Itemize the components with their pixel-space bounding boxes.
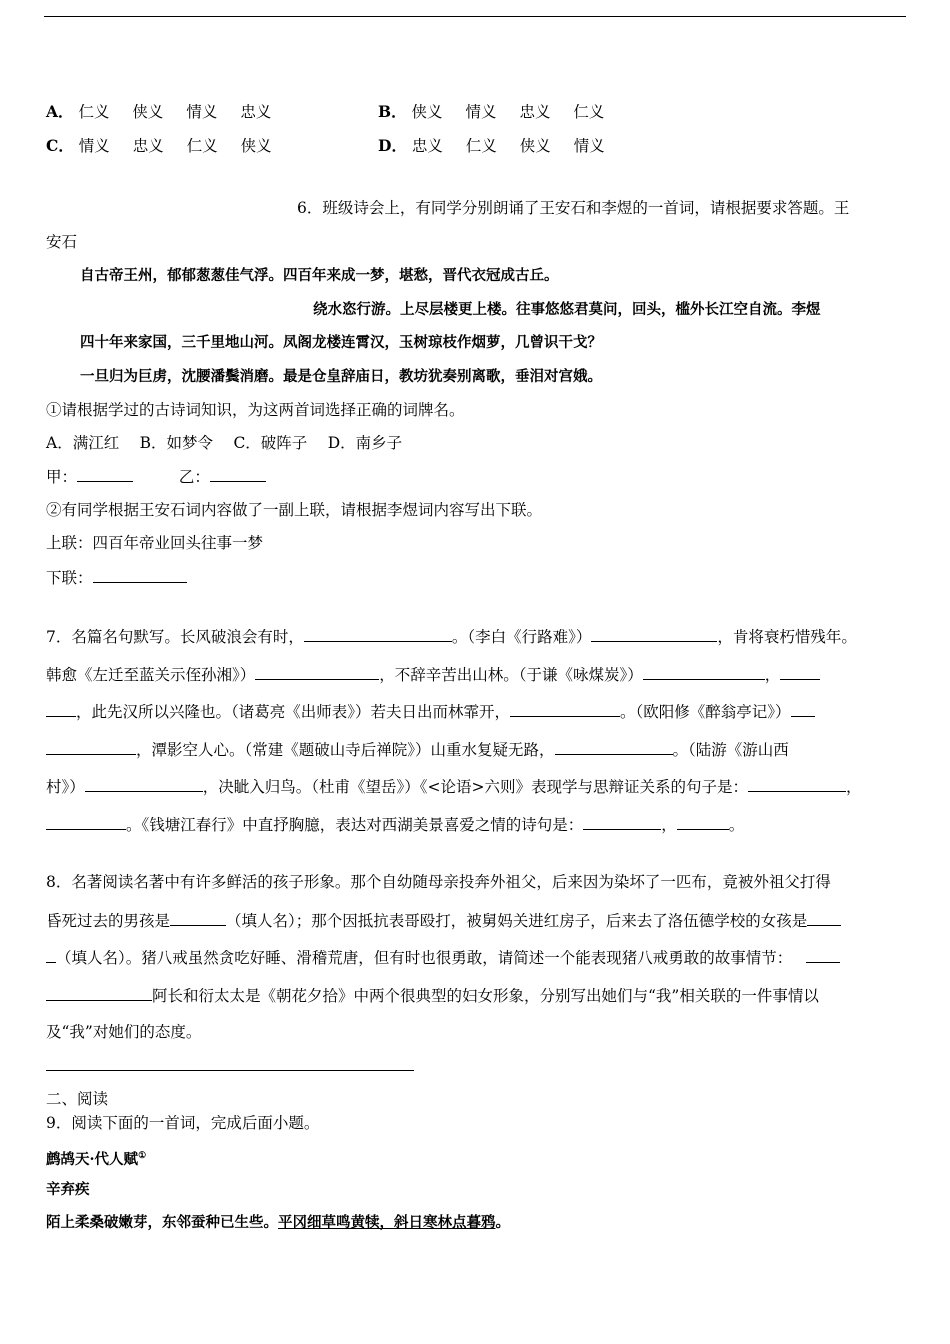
q7-line4 — [46, 739, 789, 760]
q7-text: 。《钱塘江春行》中直抒胸臆，表达对西湖美景喜爱之情的诗句是： — [126, 816, 584, 834]
q8-line2 — [46, 910, 841, 931]
q7-line2 — [46, 664, 820, 685]
q7-blank[interactable] — [555, 739, 673, 755]
answer-line[interactable] — [46, 1070, 414, 1071]
section-title: 二、阅读 — [46, 1090, 109, 1108]
q7-line3 — [46, 701, 815, 722]
q7-line6 — [46, 814, 744, 835]
poem2-line1: 四十年来家国，三千里地山河。凤阁龙楼连霄汉，玉树琼枝作烟萝，几曾识干戈？ — [80, 334, 602, 351]
option-word: 情义 — [186, 103, 218, 121]
option-letter: C． — [46, 136, 74, 155]
q7-text: ， — [661, 816, 677, 834]
q6-choices: A．满江红 B．如梦令 C．破阵子 D．南乡子 — [46, 434, 403, 452]
q7-text: 。 — [728, 816, 745, 834]
q7-blank[interactable] — [46, 701, 76, 717]
shanglian: 上联：四百年帝业回头往事一梦 — [46, 534, 264, 552]
q8-text: （填人名）；那个因抵抗表哥殴打，被舅妈关进红房子，后来去了洛伍德学校的女孩是 — [226, 912, 808, 930]
q7-text: 村》） — [46, 778, 85, 796]
poem1-line1: 自古帝王州，郁郁葱葱佳气浮。四百年来成一梦，堪愁，晋代衣冠成古丘。 — [80, 267, 559, 284]
q6-intro: 6．班级诗会上，有同学分别朗诵了王安石和李煜的一首词，请根据要求答题。王 — [297, 199, 850, 217]
q7-blank[interactable] — [677, 814, 729, 830]
q8-blank[interactable] — [806, 947, 840, 963]
option-word: 仁义 — [573, 103, 605, 121]
q8-line1: 8．名著阅读名著中有许多鲜活的孩子形象。那个自幼随母亲投奔外祖父，后来因为染坏了一匹布，竟被外祖父打得 — [46, 873, 831, 891]
option-word: 忠义 — [411, 137, 443, 155]
poem-author: 辛弃疾 — [46, 1181, 90, 1198]
poem-line1 — [46, 1213, 510, 1233]
option-word: 忠义 — [519, 103, 551, 121]
q8-line3 — [46, 947, 840, 968]
q7-text: 。（陆游《游山西 — [672, 741, 789, 759]
q7-text: ， — [764, 666, 781, 684]
q7-text: 。（欧阳修《醉翁亭记》） — [620, 703, 791, 721]
footnote-marker: ① — [138, 1151, 147, 1161]
q6-intro-cont: 安石 — [46, 233, 78, 251]
q7-text: ，决眦入归鸟。（杜甫《望岳》）《<论语>六则》表现学与思辩证关系的句子是： — [202, 778, 748, 796]
q7-text: ， — [846, 778, 862, 796]
q7-blank[interactable] — [583, 814, 661, 830]
option-word: 仁义 — [78, 103, 110, 121]
q8-blank[interactable] — [170, 910, 226, 926]
poem1-line2: 绕水恣行游。上尽层楼更上楼。往事悠悠君莫问，回头，槛外长江空自流。李煜 — [313, 301, 821, 318]
q8-blank[interactable] — [46, 947, 56, 963]
option-word: 仁义 — [465, 137, 497, 155]
q6-answer-row — [46, 466, 266, 487]
q7-blank[interactable] — [748, 776, 846, 792]
q7-text: ，不辞辛苦出山林。（于谦《咏煤炭》） — [379, 666, 643, 684]
yi-label: 乙： — [178, 468, 210, 486]
jia-label: 甲： — [46, 468, 78, 486]
option-a[interactable] — [46, 102, 289, 122]
q7-blank[interactable] — [791, 701, 815, 717]
top-rule — [44, 16, 906, 17]
q8-text: 昏死过去的男孩是 — [46, 912, 171, 930]
xialian-label: 下联： — [46, 569, 93, 587]
q9-prompt: 9．阅读下面的一首词，完成后面小题。 — [46, 1114, 320, 1132]
q8-line4 — [46, 985, 819, 1006]
option-letter: D． — [378, 136, 407, 155]
q7-text: ，肯将衰朽惜残年。 — [717, 628, 857, 646]
q8-blank[interactable] — [46, 985, 152, 1001]
option-letter: B． — [378, 102, 407, 121]
q7-blank[interactable] — [304, 626, 452, 642]
xialian-blank[interactable] — [93, 567, 187, 583]
option-word: 侠义 — [519, 137, 551, 155]
q7-blank[interactable] — [46, 814, 126, 830]
option-d[interactable] — [378, 136, 623, 156]
q8-line5: 及“我”对她们的态度。 — [46, 1023, 202, 1041]
q7-blank[interactable] — [85, 776, 203, 792]
q7-blank[interactable] — [46, 739, 136, 755]
q7-blank[interactable] — [643, 664, 765, 680]
option-word: 忠义 — [240, 103, 272, 121]
q8-blank[interactable] — [807, 910, 841, 926]
q7-blank[interactable] — [255, 664, 379, 680]
option-word: 忠义 — [132, 137, 164, 155]
q8-text: （填人名）。猪八戒虽然贪吃好睡、滑稽荒唐，但有时也很勇敢，请简述一个能表现猪八戒勇敢的故事情节： — [56, 949, 793, 967]
xialian-row — [46, 567, 187, 588]
option-word: 仁义 — [186, 137, 218, 155]
q7-line1 — [46, 626, 857, 647]
option-word: 侠义 — [411, 103, 443, 121]
option-letter: A． — [46, 102, 74, 121]
q7-text: ，潭影空人心。（常建《题破山寺后禅院》）山重水复疑无路， — [136, 741, 555, 759]
q7-text: 韩愈《左迁至蓝关示侄孙湘》） — [46, 666, 256, 684]
q7-text: 7．名篇名句默写。长风破浪会有时， — [46, 628, 304, 646]
q7-blank[interactable] — [510, 701, 620, 717]
poem-text: 陌上柔桑破嫩芽，东邻蚕种已生些。 — [46, 1214, 278, 1231]
poem-underlined-text: 平冈细草鸣黄犊，斜日寒林点暮鸦 — [278, 1214, 496, 1231]
option-word: 侠义 — [240, 137, 272, 155]
option-c[interactable] — [46, 136, 290, 156]
q8-text: 阿长和衍太太是《朝花夕拾》中两个很典型的妇女形象，分别写出她们与“我”相关联的一件事情以 — [152, 987, 819, 1005]
q7-blank[interactable] — [591, 626, 717, 642]
q7-line5 — [46, 776, 862, 797]
option-word: 侠义 — [132, 103, 164, 121]
q7-text: 。（李白《行路难》） — [451, 628, 592, 646]
yi-blank[interactable] — [210, 466, 266, 482]
q6-sub2: ②有同学根据王安石词内容做了一副上联，请根据李煜词内容写出下联。 — [46, 501, 543, 519]
option-word: 情义 — [573, 137, 605, 155]
option-word: 情义 — [465, 103, 497, 121]
poem-title — [46, 1146, 146, 1170]
q7-blank[interactable] — [780, 664, 820, 680]
q6-sub1: ①请根据学过的古诗词知识，为这两首词选择正确的词牌名。 — [46, 401, 465, 419]
jia-blank[interactable] — [77, 466, 133, 482]
option-word: 情义 — [78, 137, 110, 155]
poem2-line2: 一旦归为巨虏，沈腰潘鬓消磨。最是仓皇辞庙日，教坊犹奏别离歌，垂泪对宫娥。 — [80, 368, 602, 385]
poem-text: 。 — [495, 1214, 510, 1231]
option-b[interactable] — [378, 102, 622, 122]
q7-text: ，此先汉所以兴隆也。（诸葛亮《出师表》）若夫日出而林霏开， — [76, 703, 511, 721]
poem-title-text: 鹧鸪天·代人赋 — [46, 1150, 139, 1168]
